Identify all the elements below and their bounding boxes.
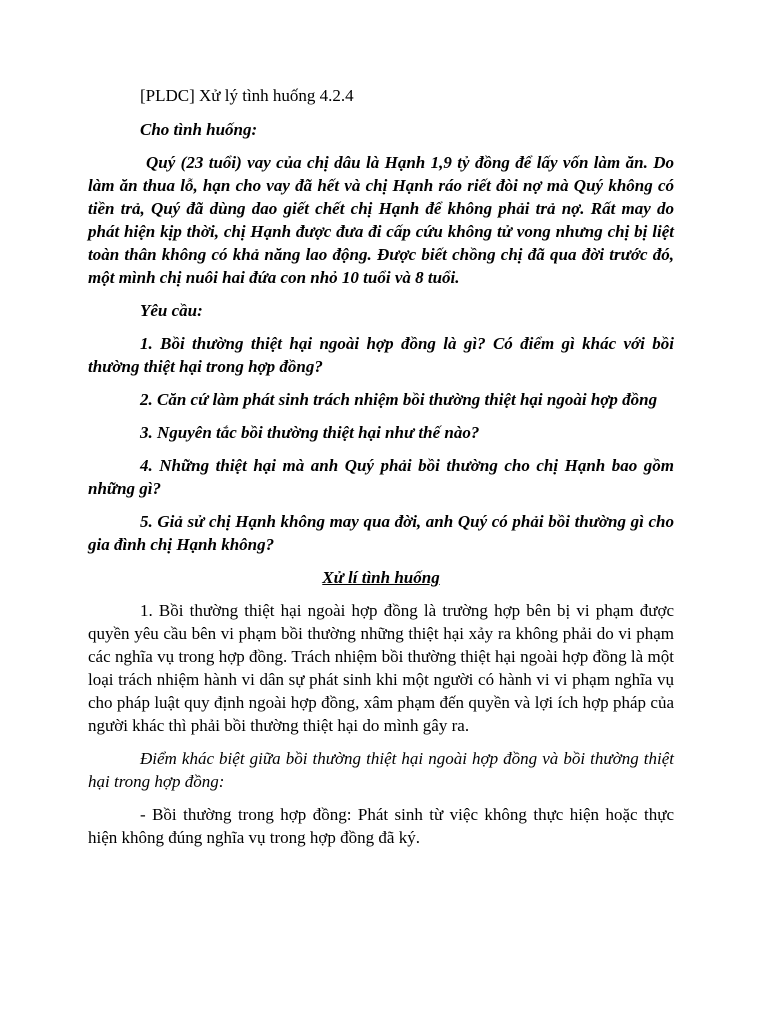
question-2: 2. Căn cứ làm phát sinh trách nhiệm bồi thường thiệt hại ngoài hợp đồng xyxy=(140,390,658,409)
difference-1: - Bồi thường trong hợp đồng: Phát sinh từ việc không thực hiện hoặc thực hiện không đúng nghĩa vụ trong hợp đồng đã ký. xyxy=(88,805,674,847)
case-text: Quý (23 tuổi) vay của chị dâu là Hạnh 1,9 tỷ đồng để lấy vốn làm ăn. Do làm ăn thua lỗ, hạn cho vay đã hết và chị Hạnh ráo riết đòi nợ mà Quý không có tiền trả, Quý đã dùng dao giết chết chị Hạnh để không phải trả nợ. Rất may do phát hiện kịp thời, chị Hạnh được đưa đi cấp cứu không tử vong nhưng chị bị liệt toàn thân không có khả năng lao động. Được biết chồng chị đã qua đời trước đó, một mình chị nuôi hai đứa con nhỏ 10 tuổi và 8 tuổi. xyxy=(88,153,674,287)
difference-heading: Điểm khác biệt giữa bồi thường thiệt hại ngoài hợp đồng và bồi thường thiệt hại trong hợp đồng: xyxy=(88,749,674,791)
document-title: [PLDC] Xử lý tình huống 4.2.4 xyxy=(140,86,354,105)
question-3: 3. Nguyên tắc bồi thường thiệt hại như thế nào? xyxy=(140,423,480,442)
question-5: 5. Giả sử chị Hạnh không may qua đời, anh Quý có phải bồi thường gì cho gia đình chị Hạnh không? xyxy=(88,512,674,554)
case-heading: Cho tình huống: xyxy=(140,120,258,139)
requirements-heading: Yêu cầu: xyxy=(140,301,203,320)
solution-heading: Xử lí tình huống xyxy=(322,568,440,587)
question-1: 1. Bồi thường thiệt hại ngoài hợp đồng là gì? Có điểm gì khác với bồi thường thiệt hại trong hợp đồng? xyxy=(88,334,674,376)
answer-1: 1. Bồi thường thiệt hại ngoài hợp đồng là trường hợp bên bị vi phạm được quyền yêu cầu bên vi phạm bồi thường những thiệt hại xảy ra không phải do vi phạm các nghĩa vụ trong hợp đồng. Trách nhiệm bồi thường thiệt hại ngoài hợp đồng là một loại trách nhiệm hành vi dân sự phát sinh khi một người có hành vi vi phạm nghĩa vụ cho pháp luật quy định ngoài hợp đồng, xâm phạm đến quyền và lợi ích hợp pháp của người khác thì phải bồi thường thiệt hại do mình gây ra. xyxy=(88,601,674,735)
question-4: 4. Những thiệt hại mà anh Quý phải bồi thường cho chị Hạnh bao gồm những gì? xyxy=(88,456,674,498)
